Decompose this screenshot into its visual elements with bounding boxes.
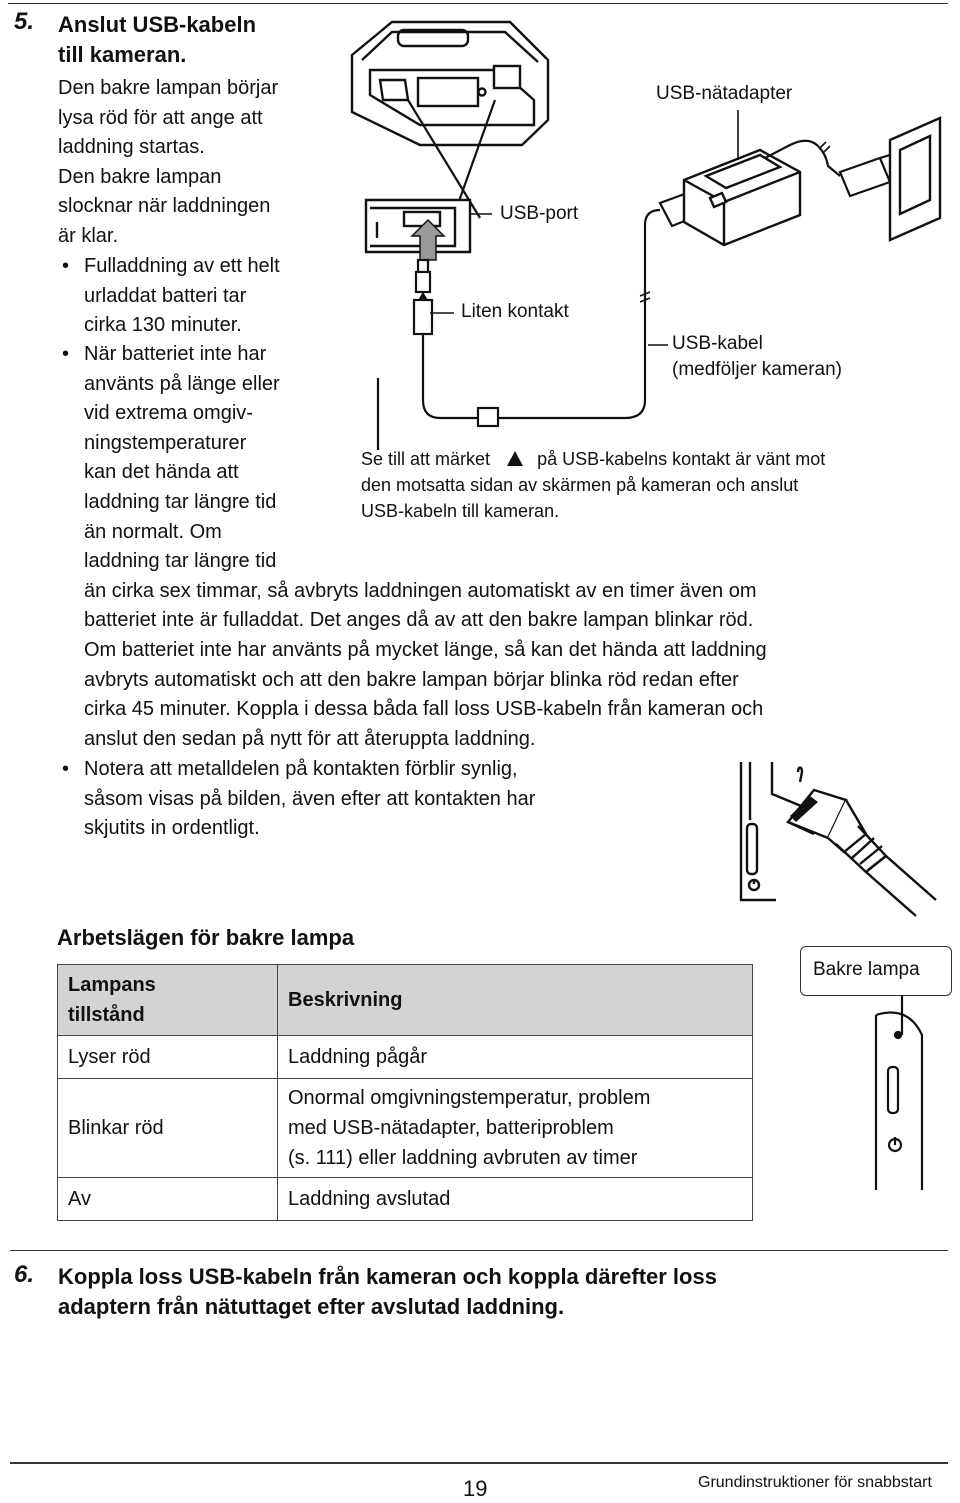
step6-title-line2: adaptern från nätuttaget efter avslutad laddning. xyxy=(58,1294,565,1319)
bullet2-line: cirka 45 minuter. Koppla i dessa båda fall loss USB-kabeln från kameran och xyxy=(84,698,764,721)
lamp-section-heading: Arbetslägen för bakre lampa xyxy=(57,925,355,950)
body-line: laddning startas. xyxy=(58,136,205,159)
bullet1-line: urladdat batteri tar xyxy=(84,284,247,307)
page-number: 19 xyxy=(463,1476,488,1501)
body-line: är klar. xyxy=(58,224,119,247)
note-line3: USB-kabeln till kameran. xyxy=(361,501,560,521)
row-description: Laddning pågår xyxy=(278,1036,753,1079)
col-header-description: Beskrivning xyxy=(278,965,753,1036)
description-line: (s. 111) eller laddning avbruten av timer xyxy=(288,1147,638,1169)
bullet2-line: använts på länge eller xyxy=(84,372,280,395)
label-usb-port: USB-port xyxy=(500,203,579,224)
bullet1-line: cirka 130 minuter. xyxy=(84,314,242,337)
triangle-up-icon xyxy=(507,451,523,466)
step6-number: 6. xyxy=(14,1261,35,1288)
bullet2-line: anslut den sedan på nytt för att återuppta laddning. xyxy=(84,727,536,750)
body-line: slocknar när laddningen xyxy=(58,195,271,218)
table-row xyxy=(58,1036,753,1079)
bullet2-line: laddning tar längre tid xyxy=(84,550,277,573)
rear-lamp-illustration xyxy=(846,995,960,1195)
label-small-connector: Liten kontakt xyxy=(461,301,569,322)
footer-rule xyxy=(10,1462,948,1464)
row-state: Blinkar röd xyxy=(58,1079,278,1178)
bullet2-line: kan det hända att xyxy=(84,461,239,484)
footer-section-title: Grundinstruktioner för snabbstart xyxy=(698,1474,932,1491)
section-rule xyxy=(10,1250,948,1251)
table-header-row xyxy=(58,965,753,1036)
bullet-symbol: • xyxy=(62,758,70,780)
bullet2-line: När batteriet inte har xyxy=(84,343,267,365)
label-usb-adapter: USB-nätadapter xyxy=(656,83,793,104)
bullet3 xyxy=(84,755,535,844)
rear-lamp-label-box xyxy=(800,946,952,996)
bullet2-line: än normalt. Om xyxy=(84,520,222,543)
note-line2: den motsatta sidan av skärmen på kameran och anslut xyxy=(361,475,799,495)
body-line: Den bakre lampan börjar xyxy=(58,77,279,99)
bullet2-line: avbryts automatiskt och att den bakre lampan börjar blinka röd redan efter xyxy=(84,668,739,691)
description-line: Onormal omgivningstemperatur, problem xyxy=(288,1087,651,1109)
step5-title-line2: till kameran. xyxy=(58,42,187,67)
bullet2-line: Om batteriet inte har använts på mycket länge, så kan det hända att laddning xyxy=(84,638,767,661)
bullet1-line: Fulladdning av ett helt xyxy=(84,255,280,277)
note-line1 xyxy=(361,446,825,472)
camera-illustration xyxy=(352,22,548,145)
label-usb-cable-line2: (medföljer kameran) xyxy=(672,359,842,380)
bullet2-line: ningstemperaturer xyxy=(84,431,247,454)
table-row xyxy=(58,1079,753,1178)
lamp-status-table xyxy=(57,964,753,1221)
row-description: Laddning avslutad xyxy=(278,1178,753,1221)
connector-closeup-illustration xyxy=(736,760,956,920)
small-connector xyxy=(414,260,432,334)
col-header-state xyxy=(58,965,278,1036)
table-row xyxy=(58,1178,753,1221)
rear-lamp-label: Bakre lampa xyxy=(813,959,920,980)
note-line1-b: på USB-kabelns kontakt är vänt mot xyxy=(537,449,826,469)
usb-port-zoom xyxy=(366,200,470,252)
wall-outlet xyxy=(890,118,940,240)
step5-title-line1: Anslut USB-kabeln xyxy=(58,12,257,37)
bullet2-line: batteriet inte är fulladdat. Det anges då av att den bakre lampan blinkar röd. xyxy=(84,609,754,632)
body-line: lysa röd för att ange att xyxy=(58,106,263,129)
col-header-state-line2: tillstånd xyxy=(68,1004,145,1026)
connector-note xyxy=(361,446,825,524)
row-description xyxy=(278,1079,753,1178)
step6-title-line1: Koppla loss USB-kabeln från kameran och koppla därefter loss xyxy=(58,1264,717,1289)
bullet-symbol: • xyxy=(62,255,70,277)
bullet2-line: vid extrema omgiv- xyxy=(84,402,253,425)
label-usb-cable-line1: USB-kabel xyxy=(672,333,763,354)
body-line: Den bakre lampan xyxy=(58,165,222,188)
bullet2-line: laddning tar längre tid xyxy=(84,490,277,513)
row-state: Av xyxy=(58,1178,278,1221)
step5-number: 5. xyxy=(14,8,35,35)
bullet2-line: än cirka sex timmar, så avbryts laddningen automatiskt av en timer även om xyxy=(84,579,757,602)
bullet3-line: skjutits in ordentligt. xyxy=(84,817,260,840)
bullet3-line: Notera att metalldelen på kontakten förblir synlig, xyxy=(84,758,518,780)
col-header-state-line1: Lampans xyxy=(68,974,156,996)
note-line1-a: Se till att märket xyxy=(361,449,491,469)
description-line: med USB-nätadapter, batteriproblem xyxy=(288,1117,614,1139)
bullet3-line: såsom visas på bilden, även efter att kontakten har xyxy=(84,787,536,810)
bullet-symbol: • xyxy=(62,343,70,365)
row-state: Lyser röd xyxy=(58,1036,278,1079)
usb-adapter-illustration xyxy=(684,150,800,245)
